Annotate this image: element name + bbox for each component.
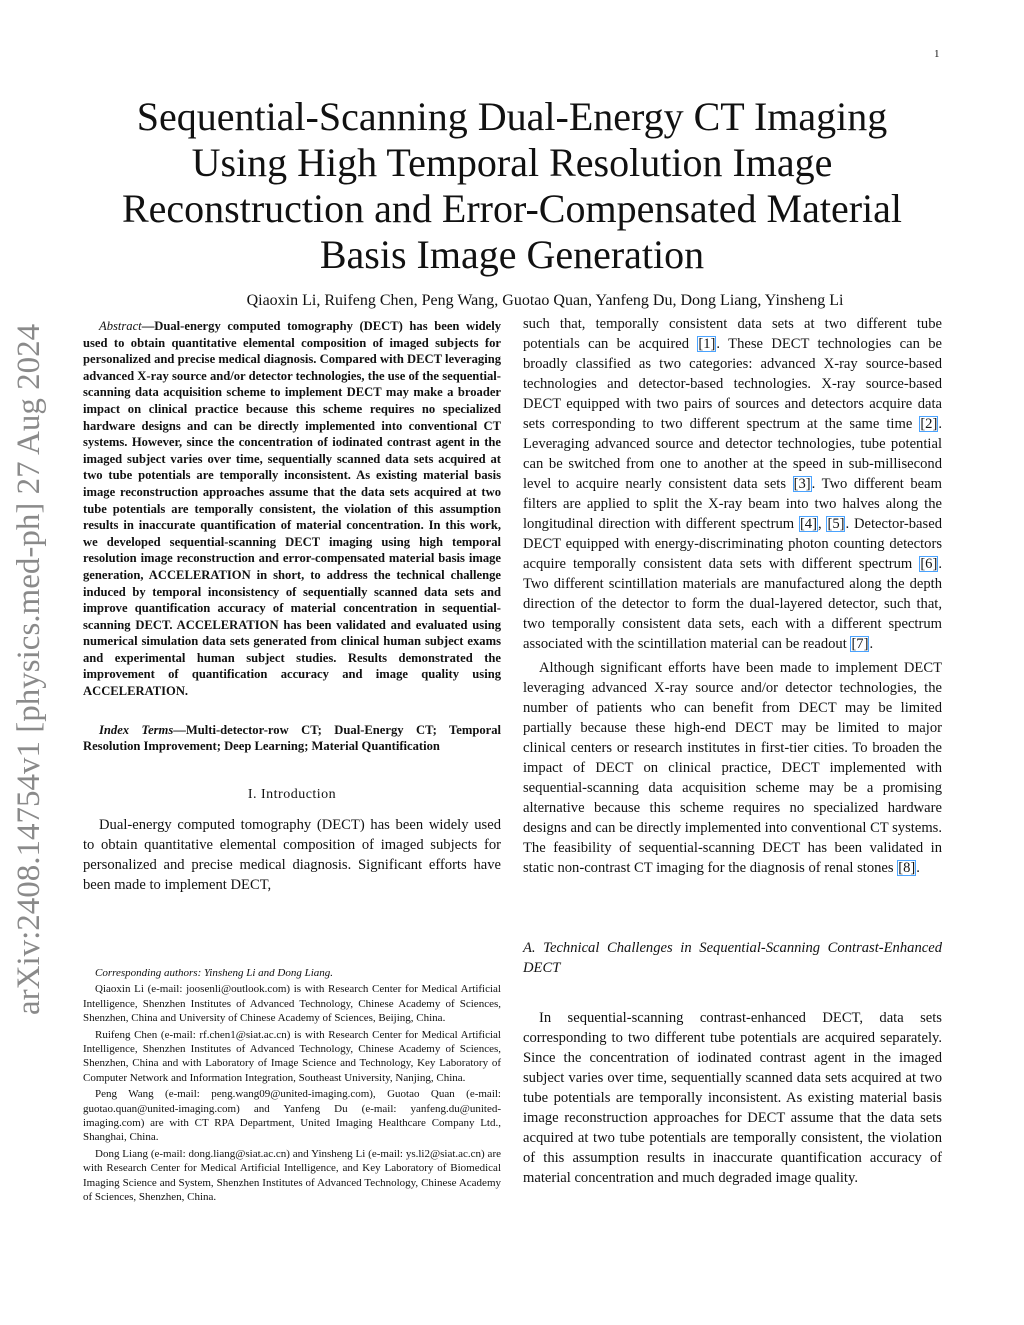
intro-paragraph bbox=[523, 658, 942, 878]
affiliation-footnote: Dong Liang (e-mail: dong.liang@siat.ac.cn) and Yinsheng Li (e-mail: ys.li2@siat.ac.cn) are with Research Center for Medical Artificial Intelligence, and Key Laboratory of Biomedical Imaging Science and System, Shenzhen Institutes of Advanced Technology, Chinese Academy of Sciences, Shenzhen, China. bbox=[83, 1147, 501, 1204]
citation-link[interactable]: [1] bbox=[698, 336, 716, 352]
text-run: , bbox=[817, 516, 827, 532]
arxiv-identifier-stamp[interactable]: arXiv:2408.14754v1 [physics.med-ph] 27 Aug 2024 bbox=[11, 323, 47, 1015]
text-run: such that, temporally consistent data sets at two different tube potentials can be acquired bbox=[523, 316, 942, 352]
right-column bbox=[523, 314, 942, 1188]
text-run: . Detector-based DECT equipped with energy-discriminating photon counting detectors acquire temporally consistent data sets with different spectrum bbox=[523, 516, 942, 572]
subsection-heading-technical-challenges: A. Technical Challenges in Sequential-Scanning Contrast-Enhanced DECT bbox=[523, 940, 942, 976]
citation-link[interactable]: [6] bbox=[920, 556, 938, 572]
text-run: . bbox=[869, 636, 874, 652]
text-run: . These DECT technologies can be broadly classified as two categories: advanced X-ray source-based technologies and detector-based technologies. X-ray source-based DECT equipped with two pairs of sources and detectors acquire data sets corresponding to two different spectrum at the same time bbox=[523, 336, 942, 432]
citation-link[interactable]: [8] bbox=[898, 860, 916, 876]
corresponding-authors-note: Corresponding authors: Yinsheng Li and Dong Liang. bbox=[95, 967, 334, 979]
page-number: 1 bbox=[934, 48, 940, 60]
abstract bbox=[83, 318, 501, 700]
abstract-label: Abstract bbox=[99, 319, 142, 333]
citation-link[interactable]: [4] bbox=[799, 516, 817, 532]
text-run: . Leveraging advanced source and detector technologies, tube potential can be switched from one to another at the speed in sub-millisecond level to acquire nearly consistent data sets bbox=[523, 416, 942, 492]
index-terms bbox=[83, 722, 501, 755]
affiliation-footnote: Peng Wang (e-mail: peng.wang09@united-imaging.com), Guotao Quan (e-mail: guotao.quan@united-imaging.com) and Yanfeng Du (e-mail: yanfeng.du@united-imaging.com) are with CT RPA Department, United Imaging Healthcare Company Ltd., Shanghai, China. bbox=[83, 1088, 501, 1144]
citation-link[interactable]: [7] bbox=[851, 636, 869, 652]
intro-paragraph-continued bbox=[523, 314, 942, 654]
left-column bbox=[83, 318, 501, 895]
intro-paragraph: Dual-energy computed tomography (DECT) has been widely used to obtain quantitative elemental composition of imaged subjects for personalized and precise medical diagnosis. Significant efforts have been made to implement DECT, bbox=[83, 816, 501, 893]
text-run: . bbox=[916, 860, 920, 876]
index-terms-label: Index Terms bbox=[99, 722, 174, 737]
citation-link[interactable]: [3] bbox=[793, 476, 811, 492]
abstract-text: —Dual-energy computed tomography (DECT) has been widely used to obtain quantitative elemental composition of imaged subjects for personalized and precise medical diagnosis. Compared with DECT leveraging advanced X-ray source and/or detector technologies, the use of the sequential-scanning data acquisition scheme to implement DECT may make a broader impact on clinical practice because this scheme requires no specialized hardware designs and can be directly implemented into conventional CT systems. However, since the concentration of iodinated contrast agent in the imaged subject varies over time, sequentially scanned data sets acquired at two tube potentials are temporally inconsistent. As existing material basis image reconstruction approaches assume that the data sets acquired at two tube potentials are temporally consistent, the violation of this assumption results in inaccurate quantification of material concentration. In this work, we developed sequential-scanning DECT imaging using high temporal resolution image reconstruction and error-compensated material basis image generation, ACCELERATION in short, to address the technical challenge induced by temporal inconsistency of sequentially scanned data sets and improve quantification accuracy of material concentration in sequential-scanning DECT. ACCELERATION has been validated and evaluated using numerical simulation data sets generated from clinical human subject exams and experimental human subject studies. Results demonstrated the improvement of quantification accuracy and image quality using ACCELERATION. bbox=[83, 319, 501, 699]
text-run: Although significant efforts have been made to implement DECT leveraging advanced X-ray source and/or detector technologies, the number of patients who can benefit from DECT may be limited partially because these high-end DECT may be limited to major clinical centers or research institutes in first-tier cities. To broaden the impact of DECT on clinical practice, DECT implemented with sequential-scanning data acquisition scheme may be a promising alternative because this scheme requires no specialized hardware designs and can be directly implemented into conventional CT systems. The feasibility of sequential-scanning DECT has been validated in static non-contrast CT imaging for the diagnosis of renal stones bbox=[523, 660, 942, 876]
citation-link[interactable]: [2] bbox=[920, 416, 938, 432]
subsection-paragraph: In sequential-scanning contrast-enhanced DECT, data sets corresponding to two different tube potentials are acquired separately. Since the concentration of iodinated contrast agent in the imaged subject varies over time, sequentially scanned data sets acquired at two tube potentials are temporally inconsistent. As existing material basis image reconstruction approaches for DECT assume that the data sets acquired at two tube potentials are temporally consistent, the violation of this assumption results in inaccurate quantification accuracy of material concentration and much degraded image quality. bbox=[523, 1010, 942, 1186]
paper-title: Sequential-Scanning Dual-Energy CT Imaging Using High Temporal Resolution Image Reconstruction and Error-Compensated Material Basis Image Generation bbox=[121, 94, 903, 277]
citation-link[interactable]: [5] bbox=[827, 516, 845, 532]
author-list: Qiaoxin Li, Ruifeng Chen, Peng Wang, Guotao Quan, Yanfeng Du, Dong Liang, Yinsheng Li bbox=[246, 292, 844, 309]
text-run: . Two different scintillation materials are manufactured along the depth direction of the detector to form the dual-layered detector, such that, two temporally consistent data sets, each with a different spectrum associated with the scintillation material can be readout bbox=[523, 556, 942, 652]
affiliation-footnote: Ruifeng Chen (e-mail: rf.chen1@siat.ac.cn) is with Research Center for Medical Artificial Intelligence, Shenzhen Institutes of Advanced Technology, Chinese Academy of Sciences, Shenzhen, China and with Laboratory of Image Science and Technology, Key Laboratory of Computer Network and Information Integration, Southeast University, Nanjing, China. bbox=[83, 1028, 501, 1084]
footnotes bbox=[83, 966, 501, 1207]
section-heading-introduction: I. Introduction bbox=[247, 786, 337, 802]
affiliation-footnote: Qiaoxin Li (e-mail: joosenli@outlook.com) is with Research Center for Medical Artificial Intelligence, Shenzhen Institutes of Advanced Technology, Chinese Academy of Sciences, Shenzhen, China and University of Chinese Academy of Sciences, Beijing, China. bbox=[83, 983, 501, 1025]
index-terms-text: —Multi-detector-row CT; Dual-Energy CT; Temporal Resolution Improvement; Deep Learning; Material Quantification bbox=[83, 722, 501, 754]
text-run: . Two different beam filters are applied to split the X-ray beam into two halves along the longitudinal direction with different spectrum bbox=[523, 476, 942, 532]
